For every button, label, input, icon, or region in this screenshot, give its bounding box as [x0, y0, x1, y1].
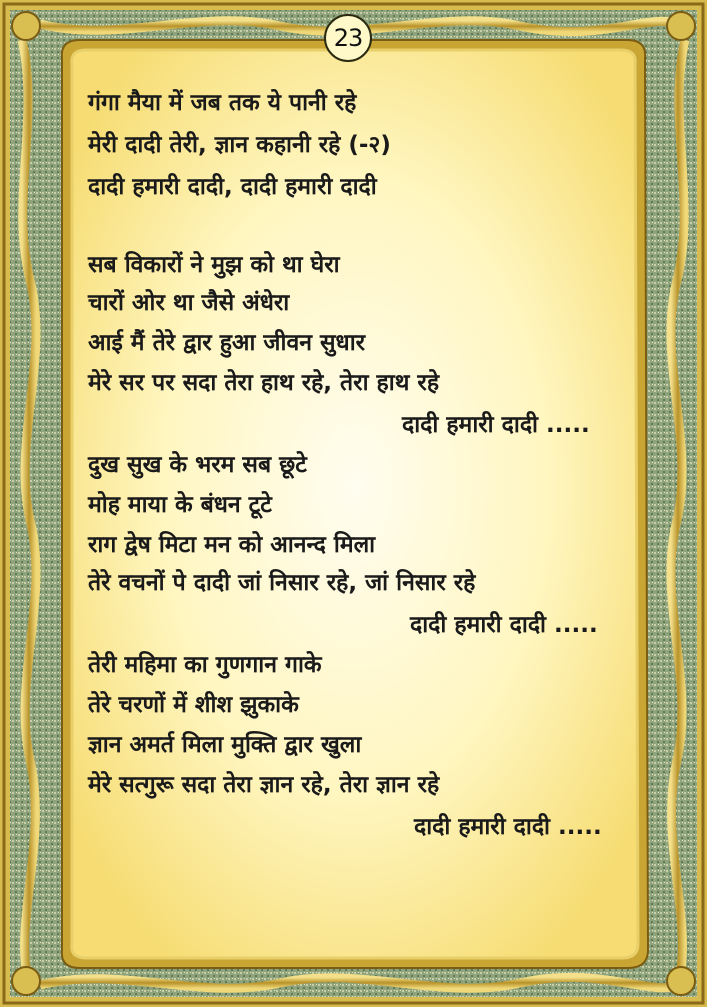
lyric-line: मेरे सर पर सदा तेरा हाथ रहे, तेरा हाथ रहे	[88, 370, 440, 396]
page-number: 23	[333, 24, 363, 52]
lyric-line: तेरे चरणों में शीश झुकाके	[88, 692, 299, 718]
refrain-line: दादी हमारी दादी .....	[410, 612, 598, 638]
lyric-line: राग द्वेष मिटा मन को आनन्द मिला	[88, 532, 376, 558]
lyric-line: मेरे सत्गुरू सदा तेरा ज्ञान रहे, तेरा ज्ञान रहे	[88, 772, 440, 798]
page-number-badge	[324, 14, 372, 62]
refrain-line: दादी हमारी दादी .....	[414, 814, 602, 840]
lyric-line: मोह माया के बंधन टूटे	[88, 492, 272, 518]
lyric-line: आई मैं तेरे द्वार हुआ जीवन सुधार	[88, 330, 366, 356]
refrain-line: दादी हमारी दादी .....	[402, 412, 590, 438]
lyric-line: मेरी दादी तेरी, ज्ञान कहानी रहे (-२)	[88, 132, 391, 158]
lyric-line: गंगा मैया में जब तक ये पानी रहे	[88, 90, 357, 116]
lyric-line: दुख सुख के भरम सब छूटे	[88, 452, 307, 478]
lyric-line: दादी हमारी दादी, दादी हमारी दादी	[88, 174, 377, 200]
lyric-line: ज्ञान अमर्त मिला मुक्ति द्वार खुला	[88, 732, 362, 758]
lyric-line: तेरी महिमा का गुणगान गाके	[88, 652, 322, 678]
lyric-line: तेरे वचनों पे दादी जां निसार रहे, जां निसार रहे	[88, 570, 476, 596]
lyric-line: चारों ओर था जैसे अंधेरा	[88, 290, 290, 316]
lyric-line: सब विकारों ने मुझ को था घेरा	[88, 252, 340, 278]
